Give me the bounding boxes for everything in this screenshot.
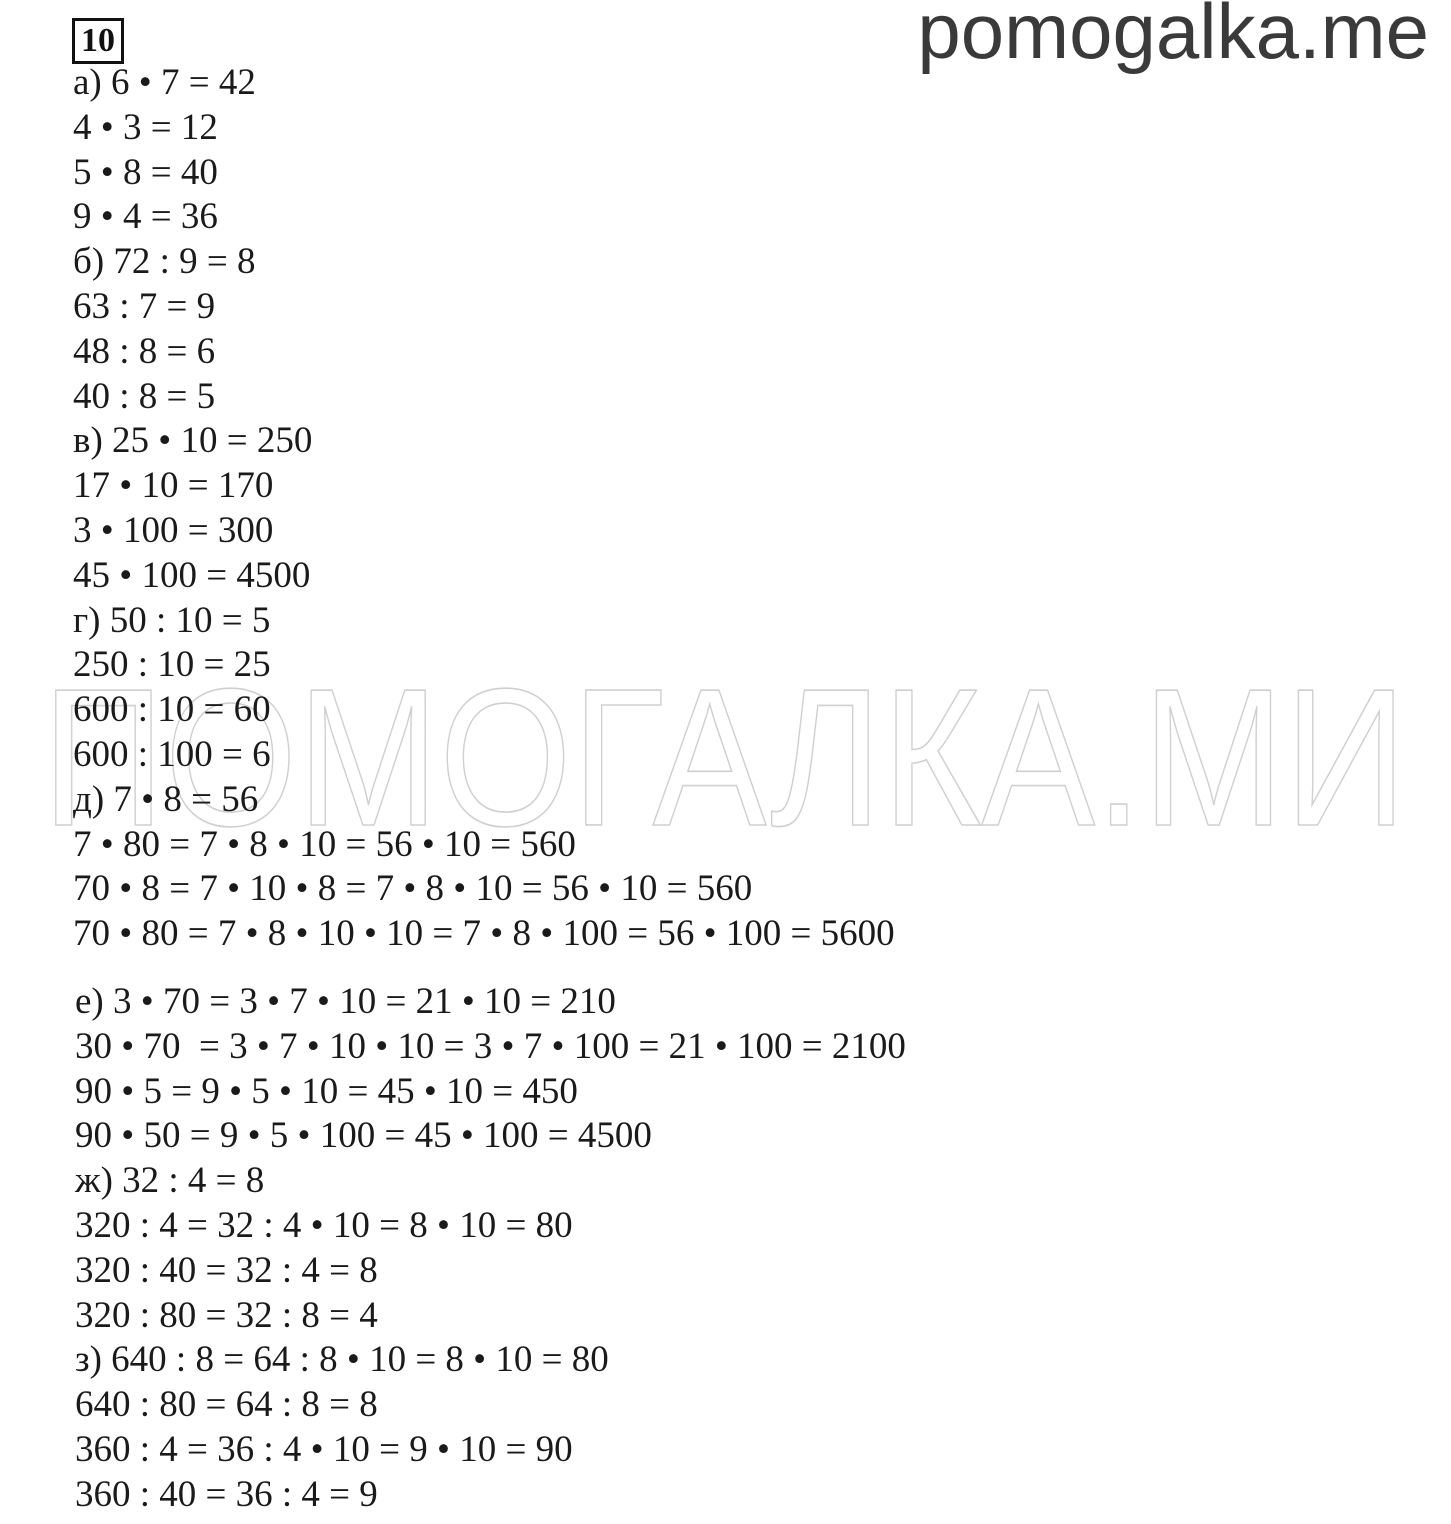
solution-line: 63 : 7 = 9 (73, 285, 216, 327)
solution-line: 17 • 10 = 170 (73, 465, 274, 507)
solution-line: 320 : 4 = 32 : 4 • 10 = 8 • 10 = 80 (75, 1204, 573, 1246)
solution-line: 90 • 50 = 9 • 5 • 100 = 45 • 100 = 4500 (75, 1115, 652, 1157)
solution-line: 90 • 5 = 9 • 5 • 10 = 45 • 10 = 450 (75, 1070, 578, 1112)
solution-line: 360 : 4 = 36 : 4 • 10 = 9 • 10 = 90 (75, 1428, 573, 1470)
solution-line: 600 : 100 = 6 (73, 733, 271, 775)
solution-line: 320 : 80 = 32 : 8 = 4 (75, 1294, 378, 1336)
solution-line: 70 • 80 = 7 • 8 • 10 • 10 = 7 • 8 • 100 = 56 • 100 = 5600 (73, 913, 895, 955)
solution-line: 9 • 4 = 36 (73, 196, 218, 238)
solution-line: 7 • 80 = 7 • 8 • 10 = 56 • 10 = 560 (73, 823, 576, 865)
solution-line: е) 3 • 70 = 3 • 7 • 10 = 21 • 10 = 210 (75, 981, 616, 1022)
solution-line: 4 • 3 = 12 (73, 106, 218, 148)
solution-line: 250 : 10 = 25 (73, 644, 271, 686)
solution-line: 70 • 8 = 7 • 10 • 8 = 7 • 8 • 10 = 56 • 10 = 560 (73, 868, 753, 910)
solution-line: б) 72 : 9 = 8 (73, 241, 256, 283)
solution-block-2 (75, 980, 906, 1518)
solution-line: 320 : 40 = 32 : 4 = 8 (75, 1249, 378, 1291)
task-number: 10 (72, 18, 124, 64)
solution-line: 48 : 8 = 6 (73, 330, 216, 372)
solution-block-1 (73, 61, 895, 957)
solution-line: д) 7 • 8 = 56 (73, 778, 259, 820)
solution-line: 40 : 8 = 5 (73, 375, 216, 417)
solution-line: з) 640 : 8 = 64 : 8 • 10 = 8 • 10 = 80 (75, 1339, 609, 1381)
solution-line: 45 • 100 = 4500 (73, 554, 311, 596)
solution-line: 600 : 10 = 60 (73, 689, 271, 731)
watermark-text: ПОМОГАЛКА.МИ (42, 680, 1407, 840)
solution-line: 3 • 100 = 300 (73, 509, 274, 551)
site-logo: pomogalka.me (917, 0, 1429, 75)
solution-line: 5 • 8 = 40 (73, 151, 218, 193)
solution-line: а) 6 • 7 = 42 (73, 62, 256, 103)
solution-line: г) 50 : 10 = 5 (73, 599, 271, 641)
solution-line: 360 : 40 = 36 : 4 = 9 (75, 1473, 378, 1515)
solution-line: ж) 32 : 4 = 8 (75, 1160, 265, 1202)
solution-line: 30 • 70 = 3 • 7 • 10 • 10 = 3 • 7 • 100 = 21 • 100 = 2100 (75, 1025, 906, 1067)
solution-line: 640 : 80 = 64 : 8 = 8 (75, 1384, 378, 1426)
solution-line: в) 25 • 10 = 250 (73, 420, 313, 462)
